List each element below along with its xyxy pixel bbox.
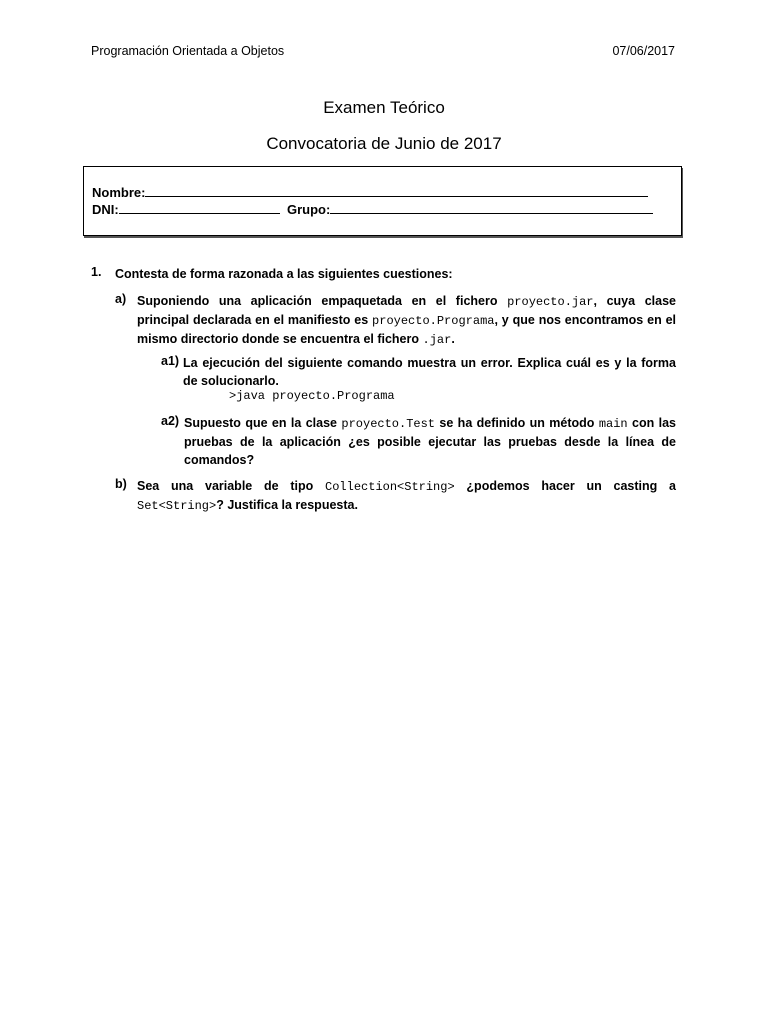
item-b-text-3: ? Justifica la respuesta. xyxy=(216,498,358,512)
item-a1-text: La ejecución del siguiente comando muestra un error. Explica cuál es y la forma de solucionarlo. xyxy=(183,356,676,388)
item-a2-text-1: Supuesto que en la clase xyxy=(184,416,342,430)
item-a-text-4: . xyxy=(451,332,455,346)
dni-field xyxy=(92,202,280,217)
item-b-text xyxy=(137,477,676,515)
grupo-field xyxy=(287,202,653,217)
item-a2-code-test: proyecto.Test xyxy=(341,417,436,431)
item-a2-text-3: con las pruebas de la aplicación ¿es posible ejecutar las pruebas desde la línea de comandos? xyxy=(184,416,677,467)
item-b-code-set: Set<String> xyxy=(137,499,217,513)
item-b-code-collection: Collection<String> xyxy=(325,480,455,494)
item-a2-text-2: se ha definido un método xyxy=(435,416,599,430)
item-b-text-2: ¿podemos hacer un casting a xyxy=(454,479,677,493)
exam-subtitle: Convocatoria de Junio de 2017 xyxy=(266,134,502,153)
grupo-label: Grupo: xyxy=(287,202,331,217)
dni-line xyxy=(119,202,280,214)
item-a2-code-main: main xyxy=(598,417,628,431)
item-a-text-2: , cuya clase principal declarada en el manifiesto es xyxy=(137,294,676,327)
item-a-code-programa: proyecto.Programa xyxy=(372,314,495,328)
item-a-text xyxy=(137,292,676,349)
course-header: Programación Orientada a Objetos xyxy=(91,44,285,58)
item-a-code-jar: proyecto.jar xyxy=(507,295,594,309)
grupo-line xyxy=(330,202,653,214)
item-a-text-1: Suponiendo una aplicación empaquetada en el fichero xyxy=(137,294,508,308)
nombre-field xyxy=(92,185,648,200)
item-a1-command: >java proyecto.Programa xyxy=(229,389,395,403)
item-a-code-ext: .jar xyxy=(422,333,452,347)
item-a-label: a) xyxy=(115,292,127,306)
item-a-text-3: , y que nos encontramos en el mismo directorio donde se encuentra el fichero xyxy=(137,313,676,346)
question-text: Contesta de forma razonada a las siguientes cuestiones: xyxy=(115,267,453,281)
date-header: 07/06/2017 xyxy=(612,44,675,58)
student-info-box xyxy=(83,166,682,236)
dni-label: DNI: xyxy=(92,202,119,217)
item-a1-label: a1) xyxy=(161,354,180,368)
item-a2-text xyxy=(184,414,676,469)
item-b-text-1: Sea una variable de tipo xyxy=(137,479,326,493)
item-a2-label: a2) xyxy=(161,414,180,428)
question-number: 1. xyxy=(91,265,102,279)
item-b-label: b) xyxy=(115,477,127,491)
nombre-line xyxy=(145,185,648,197)
exam-title: Examen Teórico xyxy=(323,98,445,117)
nombre-label: Nombre: xyxy=(92,185,146,200)
